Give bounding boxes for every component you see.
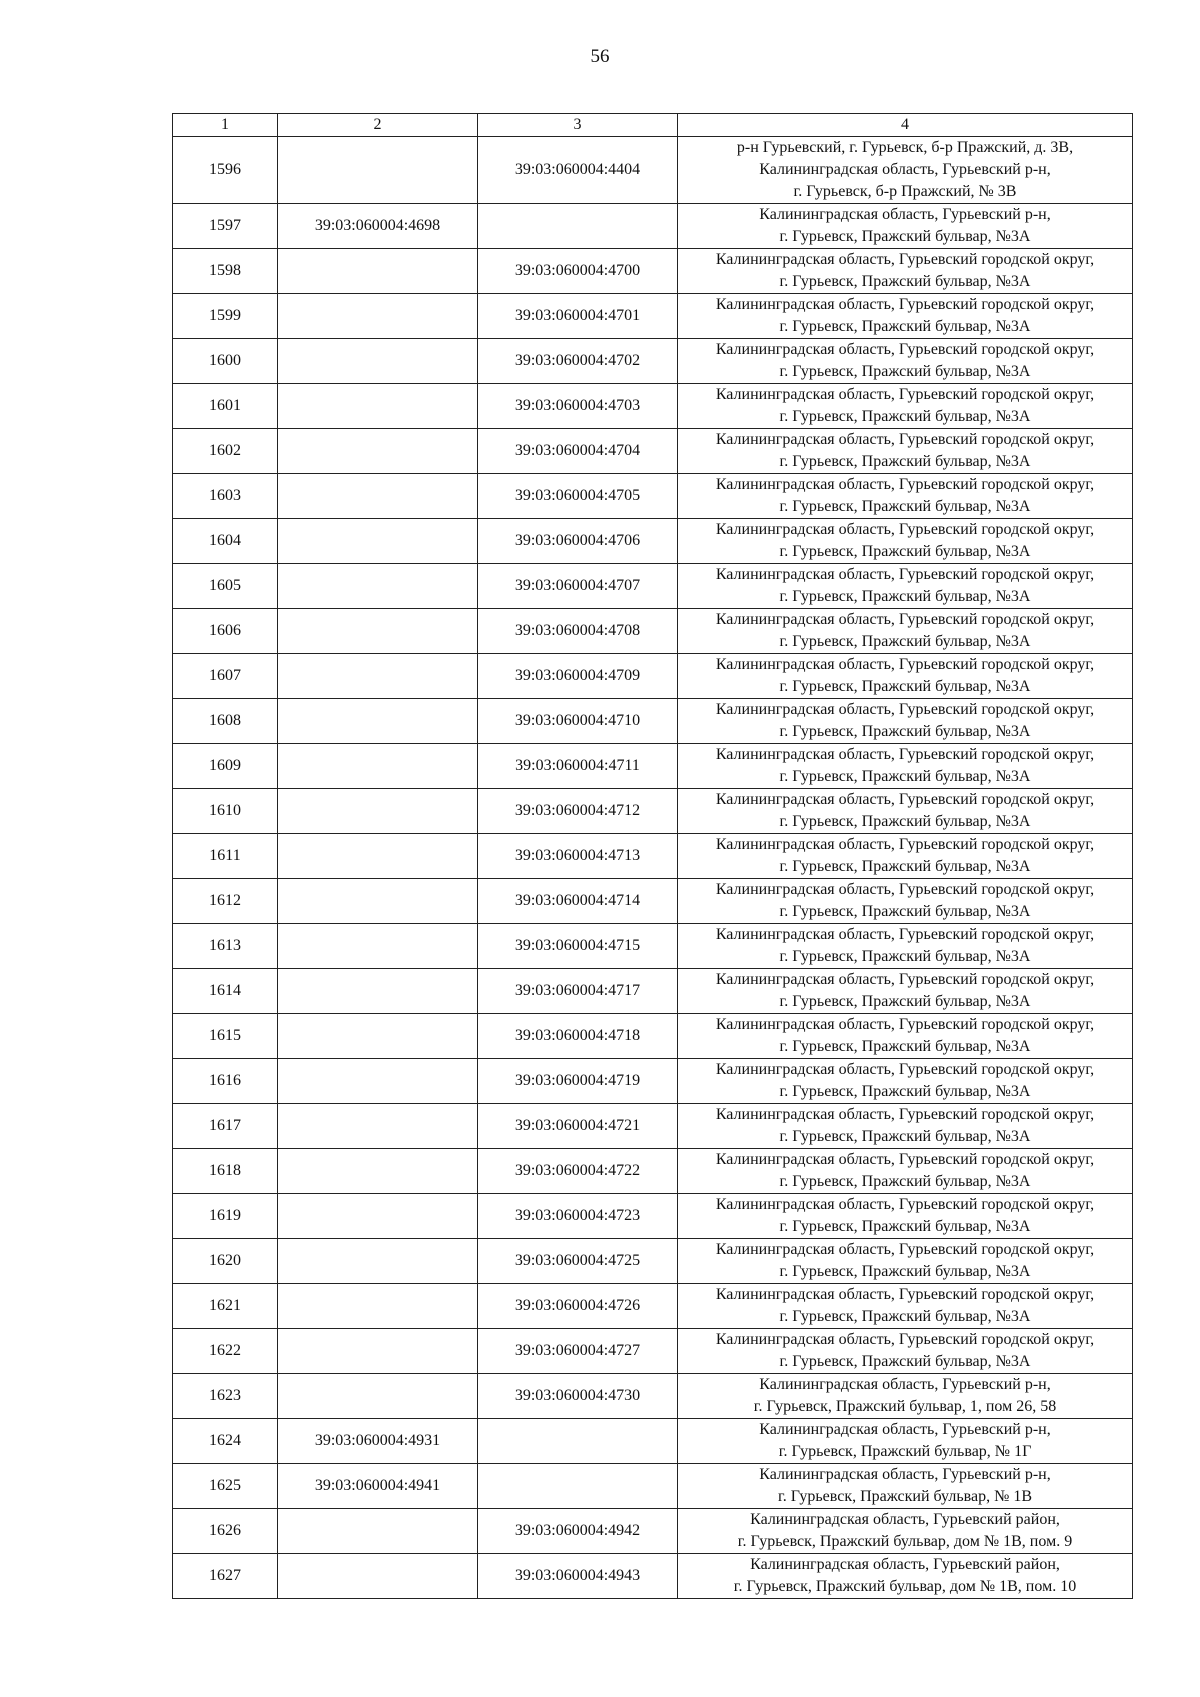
address-line: р-н Гурьевский, г. Гурьевск, б-р Пражский, д. 3В, bbox=[736, 139, 1074, 156]
cadastral-number-cell-col3: 39:03:060004:4713 bbox=[478, 834, 678, 879]
table-row bbox=[173, 924, 1133, 969]
table-row bbox=[173, 1059, 1133, 1104]
table-row bbox=[173, 1374, 1133, 1419]
table-row bbox=[173, 834, 1133, 879]
cadastral-number-cell-col3: 39:03:060004:4705 bbox=[478, 474, 678, 519]
table-row bbox=[173, 1104, 1133, 1149]
cadastral-number-cell-col2 bbox=[278, 924, 478, 969]
cadastral-number-cell-col2: 39:03:060004:4931 bbox=[278, 1419, 478, 1464]
table-row bbox=[173, 609, 1133, 654]
address-line: Калининградская область, Гурьевский городской округ, bbox=[715, 881, 1095, 898]
cadastral-number-cell-col3: 39:03:060004:4714 bbox=[478, 879, 678, 924]
address-line: Калининградская область, Гурьевский район, bbox=[750, 1556, 1060, 1573]
address-cell bbox=[678, 1284, 1133, 1329]
cadastral-number-cell-col3: 39:03:060004:4704 bbox=[478, 429, 678, 474]
address-cell bbox=[678, 744, 1133, 789]
cadastral-number-cell-col3: 39:03:060004:4712 bbox=[478, 789, 678, 834]
cadastral-number-cell-col3: 39:03:060004:4710 bbox=[478, 699, 678, 744]
table-row bbox=[173, 1509, 1133, 1554]
address-line: г. Гурьевск, Пражский бульвар, 1, пом 26, 58 bbox=[753, 1398, 1057, 1415]
address-line: Калининградская область, Гурьевский городской округ, bbox=[715, 746, 1095, 763]
address-cell bbox=[678, 654, 1133, 699]
address-line: Калининградская область, Гурьевский городской округ, bbox=[715, 386, 1095, 403]
row-number-cell: 1605 bbox=[173, 564, 278, 609]
address-line: г. Гурьевск, б-р Пражский, № 3В bbox=[793, 183, 1017, 200]
row-number-cell: 1622 bbox=[173, 1329, 278, 1374]
cadastral-number-cell-col3: 39:03:060004:4707 bbox=[478, 564, 678, 609]
table-row bbox=[173, 204, 1133, 249]
row-number-cell: 1601 bbox=[173, 384, 278, 429]
address-line: Калининградская область, Гурьевский р-н, bbox=[759, 1466, 1051, 1483]
address-line: г. Гурьевск, Пражский бульвар, №3А bbox=[779, 318, 1031, 335]
cadastral-number-cell-col2 bbox=[278, 1059, 478, 1104]
address-cell bbox=[678, 294, 1133, 339]
cadastral-number-cell-col3: 39:03:060004:4727 bbox=[478, 1329, 678, 1374]
address-line: г. Гурьевск, Пражский бульвар, №3А bbox=[779, 498, 1031, 515]
cadastral-number-cell-col3: 39:03:060004:4715 bbox=[478, 924, 678, 969]
cadastral-number-cell-col3: 39:03:060004:4708 bbox=[478, 609, 678, 654]
address-line: г. Гурьевск, Пражский бульвар, №3А bbox=[779, 633, 1031, 650]
address-cell bbox=[678, 1059, 1133, 1104]
cadastral-number-cell-col2 bbox=[278, 137, 478, 204]
cadastral-number-cell-col2 bbox=[278, 609, 478, 654]
cadastral-number-cell-col3: 39:03:060004:4702 bbox=[478, 339, 678, 384]
cadastral-number-cell-col3: 39:03:060004:4701 bbox=[478, 294, 678, 339]
address-cell bbox=[678, 699, 1133, 744]
table-row bbox=[173, 1149, 1133, 1194]
address-line: г. Гурьевск, Пражский бульвар, №3А bbox=[779, 363, 1031, 380]
address-line: г. Гурьевск, Пражский бульвар, №3А bbox=[779, 858, 1031, 875]
address-line: г. Гурьевск, Пражский бульвар, №3А bbox=[779, 1038, 1031, 1055]
table-row bbox=[173, 474, 1133, 519]
address-cell bbox=[678, 1509, 1133, 1554]
table-row bbox=[173, 519, 1133, 564]
cadastral-number-cell-col2 bbox=[278, 1509, 478, 1554]
cadastral-number-cell-col3: 39:03:060004:4943 bbox=[478, 1554, 678, 1599]
cadastral-number-cell-col3: 39:03:060004:4717 bbox=[478, 969, 678, 1014]
row-number-cell: 1617 bbox=[173, 1104, 278, 1149]
address-cell bbox=[678, 339, 1133, 384]
address-cell bbox=[678, 1374, 1133, 1419]
address-cell bbox=[678, 1014, 1133, 1059]
cadastral-number-cell-col2 bbox=[278, 789, 478, 834]
address-cell bbox=[678, 1149, 1133, 1194]
address-line: г. Гурьевск, Пражский бульвар, № 1Г bbox=[778, 1443, 1032, 1460]
table-row bbox=[173, 564, 1133, 609]
table-row bbox=[173, 137, 1133, 204]
address-line: Калининградская область, Гурьевский городской округ, bbox=[715, 1196, 1095, 1213]
row-number-cell: 1603 bbox=[173, 474, 278, 519]
address-line: г. Гурьевск, Пражский бульвар, №3А bbox=[779, 228, 1031, 245]
column-header-4: 4 bbox=[678, 114, 1133, 137]
table-row bbox=[173, 339, 1133, 384]
row-number-cell: 1602 bbox=[173, 429, 278, 474]
cadastral-number-cell-col3: 39:03:060004:4718 bbox=[478, 1014, 678, 1059]
address-cell bbox=[678, 249, 1133, 294]
table-row bbox=[173, 879, 1133, 924]
cadastral-number-cell-col3: 39:03:060004:4722 bbox=[478, 1149, 678, 1194]
table-row bbox=[173, 744, 1133, 789]
address-line: Калининградская область, Гурьевский р-н, bbox=[759, 206, 1051, 223]
address-cell bbox=[678, 384, 1133, 429]
cadastral-number-cell-col3: 39:03:060004:4719 bbox=[478, 1059, 678, 1104]
table-row bbox=[173, 294, 1133, 339]
address-cell bbox=[678, 1194, 1133, 1239]
row-number-cell: 1614 bbox=[173, 969, 278, 1014]
address-cell bbox=[678, 564, 1133, 609]
cadastral-number-cell-col2 bbox=[278, 1194, 478, 1239]
address-line: Калининградская область, Гурьевский р-н, bbox=[759, 1376, 1051, 1393]
cadastral-number-cell-col2 bbox=[278, 1374, 478, 1419]
address-line: г. Гурьевск, Пражский бульвар, №3А bbox=[779, 678, 1031, 695]
table-header-row bbox=[173, 114, 1133, 137]
table-row bbox=[173, 384, 1133, 429]
address-cell bbox=[678, 1554, 1133, 1599]
address-line: г. Гурьевск, Пражский бульвар, №3А bbox=[779, 948, 1031, 965]
address-line: г. Гурьевск, Пражский бульвар, №3А bbox=[779, 273, 1031, 290]
cadastral-number-cell-col2 bbox=[278, 429, 478, 474]
address-line: г. Гурьевск, Пражский бульвар, № 1В bbox=[777, 1488, 1033, 1505]
table-row bbox=[173, 1554, 1133, 1599]
row-number-cell: 1600 bbox=[173, 339, 278, 384]
address-line: Калининградская область, Гурьевский р-н, bbox=[759, 1421, 1051, 1438]
address-line: Калининградская область, Гурьевский городской округ, bbox=[715, 566, 1095, 583]
cadastral-number-cell-col2 bbox=[278, 969, 478, 1014]
table-row bbox=[173, 1419, 1133, 1464]
cadastral-number-cell-col3: 39:03:060004:4711 bbox=[478, 744, 678, 789]
address-line: Калининградская область, Гурьевский городской округ, bbox=[715, 926, 1095, 943]
cadastral-number-cell-col3: 39:03:060004:4725 bbox=[478, 1239, 678, 1284]
address-line: Калининградская область, Гурьевский городской округ, bbox=[715, 791, 1095, 808]
cadastral-number-cell-col2 bbox=[278, 879, 478, 924]
cadastral-number-cell-col2 bbox=[278, 699, 478, 744]
cadastral-number-cell-col2 bbox=[278, 1329, 478, 1374]
column-header-3: 3 bbox=[478, 114, 678, 137]
address-line: Калининградская область, Гурьевский городской округ, bbox=[715, 476, 1095, 493]
address-line: г. Гурьевск, Пражский бульвар, №3А bbox=[779, 903, 1031, 920]
cadastral-number-cell-col2 bbox=[278, 1284, 478, 1329]
row-number-cell: 1627 bbox=[173, 1554, 278, 1599]
cadastral-number-cell-col2 bbox=[278, 564, 478, 609]
address-line: г. Гурьевск, Пражский бульвар, №3А bbox=[779, 1353, 1031, 1370]
address-cell bbox=[678, 1104, 1133, 1149]
address-cell bbox=[678, 609, 1133, 654]
address-line: Калининградская область, Гурьевский городской округ, bbox=[715, 1016, 1095, 1033]
address-line: г. Гурьевск, Пражский бульвар, №3А bbox=[779, 1083, 1031, 1100]
address-line: Калининградская область, Гурьевский городской округ, bbox=[715, 1286, 1095, 1303]
cadastral-number-cell-col3: 39:03:060004:4706 bbox=[478, 519, 678, 564]
address-cell bbox=[678, 879, 1133, 924]
table-row bbox=[173, 1329, 1133, 1374]
address-cell bbox=[678, 1239, 1133, 1284]
row-number-cell: 1611 bbox=[173, 834, 278, 879]
address-line: г. Гурьевск, Пражский бульвар, №3А bbox=[779, 768, 1031, 785]
address-cell bbox=[678, 474, 1133, 519]
cadastral-number-cell-col3: 39:03:060004:4721 bbox=[478, 1104, 678, 1149]
cadastral-number-cell-col3: 39:03:060004:4709 bbox=[478, 654, 678, 699]
address-line: Калининградская область, Гурьевский городской округ, bbox=[715, 1106, 1095, 1123]
address-cell bbox=[678, 519, 1133, 564]
address-line: г. Гурьевск, Пражский бульвар, №3А bbox=[779, 1128, 1031, 1145]
address-line: Калининградская область, Гурьевский городской округ, bbox=[715, 1061, 1095, 1078]
row-number-cell: 1613 bbox=[173, 924, 278, 969]
cadastral-number-cell-col2 bbox=[278, 744, 478, 789]
table-row bbox=[173, 1239, 1133, 1284]
cadastral-number-cell-col2 bbox=[278, 384, 478, 429]
address-cell bbox=[678, 969, 1133, 1014]
address-line: Калининградская область, Гурьевский городской округ, bbox=[715, 1241, 1095, 1258]
address-line: Калининградская область, Гурьевский городской округ, bbox=[715, 971, 1095, 988]
cadastral-number-cell-col2: 39:03:060004:4698 bbox=[278, 204, 478, 249]
cadastral-number-cell-col2 bbox=[278, 1104, 478, 1149]
address-cell bbox=[678, 1329, 1133, 1374]
cadastral-number-cell-col2 bbox=[278, 1149, 478, 1194]
column-header-1: 1 bbox=[173, 114, 278, 137]
table-row bbox=[173, 1014, 1133, 1059]
address-line: Калининградская область, Гурьевский р-н, bbox=[759, 161, 1051, 178]
address-line: г. Гурьевск, Пражский бульвар, №3А bbox=[779, 723, 1031, 740]
address-line: Калининградская область, Гурьевский городской округ, bbox=[715, 1151, 1095, 1168]
cadastral-number-cell-col3 bbox=[478, 1464, 678, 1509]
cadastral-number-cell-col3: 39:03:060004:4404 bbox=[478, 137, 678, 204]
column-header-2: 2 bbox=[278, 114, 478, 137]
cadastral-number-cell-col2 bbox=[278, 834, 478, 879]
address-line: Калининградская область, Гурьевский район, bbox=[750, 1511, 1060, 1528]
address-line: Калининградская область, Гурьевский городской округ, bbox=[715, 836, 1095, 853]
address-line: г. Гурьевск, Пражский бульвар, №3А bbox=[779, 1173, 1031, 1190]
address-line: Калининградская область, Гурьевский городской округ, bbox=[715, 296, 1095, 313]
row-number-cell: 1619 bbox=[173, 1194, 278, 1239]
address-line: г. Гурьевск, Пражский бульвар, дом № 1В, пом. 10 bbox=[733, 1578, 1077, 1595]
row-number-cell: 1621 bbox=[173, 1284, 278, 1329]
address-line: Калининградская область, Гурьевский городской округ, bbox=[715, 1331, 1095, 1348]
address-cell bbox=[678, 429, 1133, 474]
cadastral-number-cell-col2 bbox=[278, 519, 478, 564]
cadastral-number-cell-col3: 39:03:060004:4730 bbox=[478, 1374, 678, 1419]
cadastral-number-cell-col2 bbox=[278, 474, 478, 519]
row-number-cell: 1604 bbox=[173, 519, 278, 564]
row-number-cell: 1626 bbox=[173, 1509, 278, 1554]
table-row bbox=[173, 429, 1133, 474]
address-line: Калининградская область, Гурьевский городской округ, bbox=[715, 656, 1095, 673]
address-cell bbox=[678, 204, 1133, 249]
cadastral-number-cell-col3 bbox=[478, 1419, 678, 1464]
address-line: Калининградская область, Гурьевский городской округ, bbox=[715, 251, 1095, 268]
address-line: Калининградская область, Гурьевский городской округ, bbox=[715, 341, 1095, 358]
row-number-cell: 1620 bbox=[173, 1239, 278, 1284]
address-line: Калининградская область, Гурьевский городской округ, bbox=[715, 521, 1095, 538]
cadastral-number-cell-col2 bbox=[278, 1014, 478, 1059]
cadastral-number-cell-col3 bbox=[478, 204, 678, 249]
row-number-cell: 1609 bbox=[173, 744, 278, 789]
cadastral-number-cell-col3: 39:03:060004:4700 bbox=[478, 249, 678, 294]
table-row bbox=[173, 1284, 1133, 1329]
address-line: г. Гурьевск, Пражский бульвар, №3А bbox=[779, 1218, 1031, 1235]
address-cell bbox=[678, 834, 1133, 879]
cadastral-number-cell-col2 bbox=[278, 339, 478, 384]
row-number-cell: 1612 bbox=[173, 879, 278, 924]
page-number: 56 bbox=[590, 46, 610, 67]
row-number-cell: 1625 bbox=[173, 1464, 278, 1509]
address-line: г. Гурьевск, Пражский бульвар, дом № 1В, пом. 9 bbox=[737, 1533, 1073, 1550]
address-line: г. Гурьевск, Пражский бульвар, №3А bbox=[779, 453, 1031, 470]
cadastral-number-cell-col2 bbox=[278, 294, 478, 339]
table-row bbox=[173, 654, 1133, 699]
table-row bbox=[173, 789, 1133, 834]
row-number-cell: 1618 bbox=[173, 1149, 278, 1194]
cadastral-number-cell-col3: 39:03:060004:4723 bbox=[478, 1194, 678, 1239]
cadastral-number-cell-col2 bbox=[278, 249, 478, 294]
address-cell bbox=[678, 137, 1133, 204]
cadastral-number-cell-col2 bbox=[278, 1239, 478, 1284]
address-line: г. Гурьевск, Пражский бульвар, №3А bbox=[779, 1308, 1031, 1325]
row-number-cell: 1623 bbox=[173, 1374, 278, 1419]
address-cell bbox=[678, 1419, 1133, 1464]
address-line: г. Гурьевск, Пражский бульвар, №3А bbox=[779, 588, 1031, 605]
address-line: г. Гурьевск, Пражский бульвар, №3А bbox=[779, 408, 1031, 425]
address-line: Калининградская область, Гурьевский городской округ, bbox=[715, 431, 1095, 448]
cadastral-number-cell-col2 bbox=[278, 1554, 478, 1599]
row-number-cell: 1599 bbox=[173, 294, 278, 339]
registry-table-body bbox=[173, 114, 1133, 1599]
row-number-cell: 1598 bbox=[173, 249, 278, 294]
table-row bbox=[173, 1194, 1133, 1239]
registry-table bbox=[172, 113, 1133, 1599]
row-number-cell: 1608 bbox=[173, 699, 278, 744]
table-row bbox=[173, 699, 1133, 744]
address-line: г. Гурьевск, Пражский бульвар, №3А bbox=[779, 1263, 1031, 1280]
cadastral-number-cell-col3: 39:03:060004:4726 bbox=[478, 1284, 678, 1329]
address-cell bbox=[678, 1464, 1133, 1509]
row-number-cell: 1616 bbox=[173, 1059, 278, 1104]
cadastral-number-cell-col2 bbox=[278, 654, 478, 699]
address-cell bbox=[678, 924, 1133, 969]
table-row bbox=[173, 1464, 1133, 1509]
row-number-cell: 1607 bbox=[173, 654, 278, 699]
address-line: г. Гурьевск, Пражский бульвар, №3А bbox=[779, 813, 1031, 830]
row-number-cell: 1615 bbox=[173, 1014, 278, 1059]
row-number-cell: 1606 bbox=[173, 609, 278, 654]
row-number-cell: 1597 bbox=[173, 204, 278, 249]
row-number-cell: 1610 bbox=[173, 789, 278, 834]
row-number-cell: 1596 bbox=[173, 137, 278, 204]
table-row bbox=[173, 969, 1133, 1014]
address-line: Калининградская область, Гурьевский городской округ, bbox=[715, 611, 1095, 628]
cadastral-number-cell-col3: 39:03:060004:4703 bbox=[478, 384, 678, 429]
address-line: Калининградская область, Гурьевский городской округ, bbox=[715, 701, 1095, 718]
row-number-cell: 1624 bbox=[173, 1419, 278, 1464]
table-row bbox=[173, 249, 1133, 294]
address-line: г. Гурьевск, Пражский бульвар, №3А bbox=[779, 543, 1031, 560]
address-cell bbox=[678, 789, 1133, 834]
address-line: г. Гурьевск, Пражский бульвар, №3А bbox=[779, 993, 1031, 1010]
cadastral-number-cell-col3: 39:03:060004:4942 bbox=[478, 1509, 678, 1554]
cadastral-number-cell-col2: 39:03:060004:4941 bbox=[278, 1464, 478, 1509]
